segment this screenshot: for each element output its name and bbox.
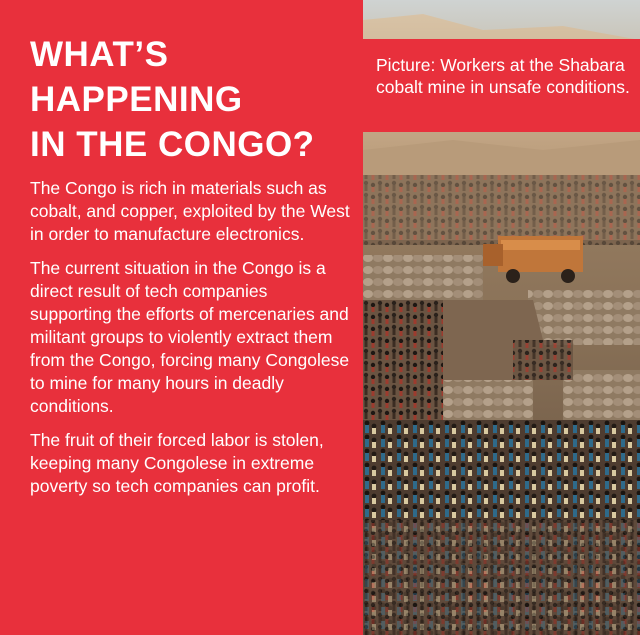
caption-box [363, 39, 640, 132]
headline-line-1: WHAT’S [30, 35, 169, 74]
paragraph-3: The fruit of their forced labor is stolen, keeping many Congolese in extreme poverty so tech companies can profit. [30, 430, 324, 496]
headline-line-3: IN THE CONGO? [30, 125, 315, 164]
paragraph-2: The current situation in the Congo is a direct result of tech companies supporting the efforts of mercenaries and militant groups to violently extract them from the Congo, forcing many Congolese to mine for many hours in deadly conditions. [30, 258, 350, 416]
paragraph-1: The Congo is rich in materials such as cobalt, and copper, exploited by the West in order to manufacture electronics. [30, 178, 350, 244]
headline-line-2: HAPPENING [30, 80, 243, 119]
body-text [30, 177, 352, 509]
headline [30, 32, 350, 167]
photo-caption: Picture: Workers at the Shabara cobalt mine in unsafe conditions. [376, 55, 630, 97]
